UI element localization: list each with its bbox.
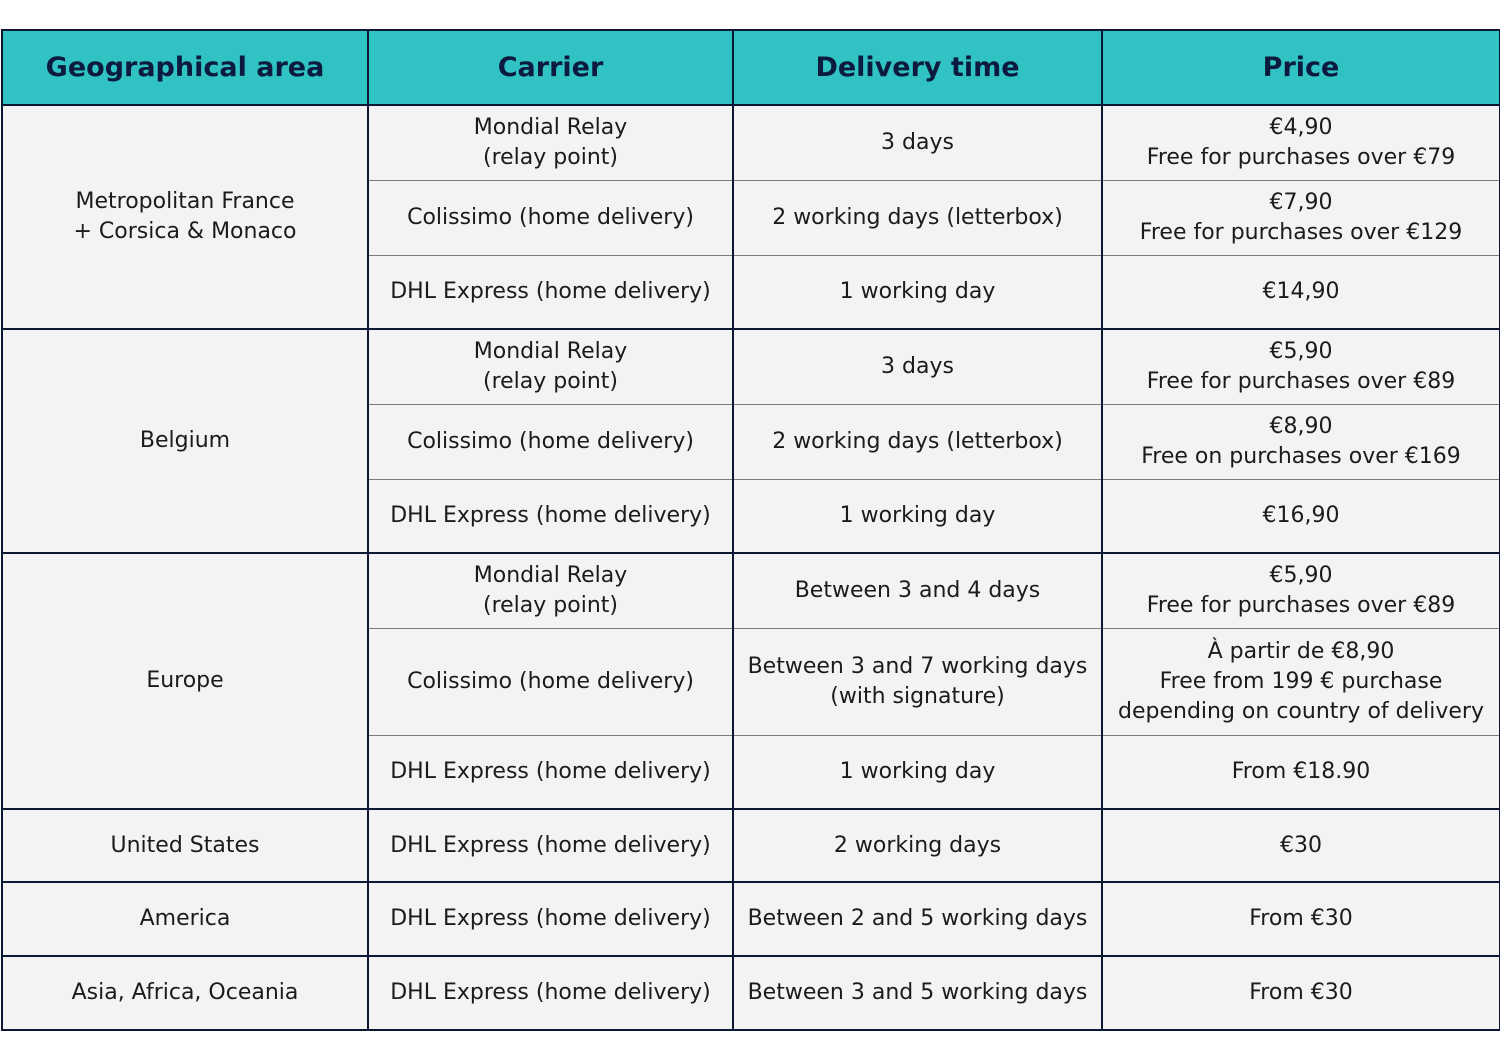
- cell-line: 2 working days: [833, 832, 1002, 858]
- table-body: [2, 105, 1500, 1030]
- cell-line: DHL Express (home delivery): [390, 502, 711, 528]
- cell-carrier: [368, 809, 733, 882]
- cell-line: depending on country of delivery: [1118, 698, 1484, 724]
- cell-line: 1 working day: [839, 758, 996, 784]
- cell-line: From €30: [1249, 980, 1353, 1005]
- cell-price: [1102, 553, 1500, 628]
- cell-carrier: [368, 628, 733, 735]
- shipping-rates-table: [1, 29, 1500, 1031]
- cell-delivery-time: [733, 255, 1102, 329]
- cell-line: Mondial Relay: [473, 562, 628, 588]
- cell-line: DHL Express (home delivery): [390, 758, 711, 784]
- cell-price: [1102, 628, 1500, 735]
- cell-carrier: [368, 329, 733, 404]
- table-header-row: [2, 30, 1500, 105]
- cell-line: 2 working days (letterbox): [772, 428, 1063, 454]
- cell-line: (with signature): [830, 683, 1005, 709]
- cell-line: Between 3 and 7 working days: [747, 653, 1088, 679]
- cell-geographical-area: [2, 329, 368, 553]
- cell-line: 2 working days (letterbox): [772, 204, 1063, 230]
- cell-line: €30: [1280, 832, 1322, 858]
- cell-line: Metropolitan France: [75, 189, 295, 214]
- cell-line: + Corsica & Monaco: [73, 219, 297, 244]
- table-row: [2, 809, 1500, 882]
- header-delivery-time: Delivery time: [733, 30, 1102, 105]
- cell-line: DHL Express (home delivery): [390, 278, 711, 304]
- cell-delivery-time: [733, 479, 1102, 553]
- cell-line: United States: [110, 832, 260, 858]
- cell-line: €5,90: [1269, 562, 1333, 588]
- cell-price: [1102, 180, 1500, 255]
- cell-price: [1102, 255, 1500, 329]
- cell-delivery-time: [733, 735, 1102, 809]
- cell-price: [1102, 479, 1500, 553]
- cell-line: Europe: [146, 668, 224, 693]
- cell-delivery-time: [733, 809, 1102, 882]
- cell-line: €14,90: [1262, 278, 1340, 304]
- cell-line: Free for purchases over €89: [1146, 368, 1456, 394]
- cell-geographical-area: [2, 553, 368, 809]
- cell-line: From €30: [1249, 906, 1353, 931]
- cell-price: [1102, 329, 1500, 404]
- cell-line: 3 days: [881, 353, 954, 379]
- cell-geographical-area: [2, 956, 368, 1030]
- cell-line: Colissimo (home delivery): [407, 428, 694, 454]
- cell-line: From €18.90: [1231, 758, 1371, 784]
- cell-price: [1102, 404, 1500, 479]
- cell-line: Between 2 and 5 working days: [747, 906, 1088, 931]
- cell-line: €7,90: [1269, 189, 1333, 215]
- cell-line: Free for purchases over €129: [1139, 219, 1463, 245]
- header-carrier: Carrier: [368, 30, 733, 105]
- cell-price: [1102, 882, 1500, 956]
- cell-line: 3 days: [881, 129, 954, 155]
- cell-geographical-area: [2, 105, 368, 329]
- cell-price: [1102, 809, 1500, 882]
- cell-line: Free for purchases over €89: [1146, 592, 1456, 618]
- cell-line: Asia, Africa, Oceania: [71, 980, 299, 1005]
- cell-line: Between 3 and 5 working days: [747, 980, 1088, 1005]
- cell-delivery-time: [733, 882, 1102, 956]
- cell-line: (relay point): [483, 144, 618, 170]
- cell-delivery-time: [733, 105, 1102, 180]
- cell-carrier: [368, 255, 733, 329]
- cell-carrier: [368, 180, 733, 255]
- header-geographical-area: Geographical area: [2, 30, 368, 105]
- cell-line: DHL Express (home delivery): [390, 832, 711, 858]
- cell-geographical-area: [2, 809, 368, 882]
- cell-carrier: [368, 553, 733, 628]
- table-row: [2, 882, 1500, 956]
- cell-delivery-time: [733, 180, 1102, 255]
- cell-delivery-time: [733, 956, 1102, 1030]
- cell-line: Free from 199 € purchase: [1159, 668, 1443, 694]
- cell-delivery-time: [733, 553, 1102, 628]
- cell-price: [1102, 105, 1500, 180]
- cell-carrier: [368, 956, 733, 1030]
- cell-delivery-time: [733, 329, 1102, 404]
- cell-line: DHL Express (home delivery): [390, 906, 711, 931]
- cell-line: America: [139, 906, 231, 931]
- cell-line: €4,90: [1269, 114, 1333, 140]
- cell-line: DHL Express (home delivery): [390, 980, 711, 1005]
- table-row: [2, 956, 1500, 1030]
- cell-line: Free on purchases over €169: [1141, 443, 1461, 469]
- table-row: [2, 105, 1500, 180]
- table-row: [2, 329, 1500, 404]
- cell-line: 1 working day: [839, 502, 996, 528]
- header-price: Price: [1102, 30, 1500, 105]
- cell-line: (relay point): [483, 368, 618, 394]
- cell-line: (relay point): [483, 592, 618, 618]
- cell-price: [1102, 956, 1500, 1030]
- cell-carrier: [368, 105, 733, 180]
- cell-delivery-time: [733, 628, 1102, 735]
- cell-line: Colissimo (home delivery): [407, 668, 694, 694]
- cell-carrier: [368, 882, 733, 956]
- cell-geographical-area: [2, 882, 368, 956]
- cell-line: Mondial Relay: [473, 114, 628, 140]
- cell-line: Between 3 and 4 days: [794, 577, 1041, 603]
- cell-line: €8,90: [1269, 413, 1333, 439]
- cell-line: €5,90: [1269, 338, 1333, 364]
- cell-delivery-time: [733, 404, 1102, 479]
- cell-line: Belgium: [139, 428, 231, 453]
- table-row: [2, 553, 1500, 628]
- cell-line: €16,90: [1262, 502, 1340, 528]
- cell-line: Mondial Relay: [473, 338, 628, 364]
- cell-carrier: [368, 479, 733, 553]
- cell-price: [1102, 735, 1500, 809]
- cell-carrier: [368, 404, 733, 479]
- cell-line: Colissimo (home delivery): [407, 204, 694, 230]
- cell-carrier: [368, 735, 733, 809]
- cell-line: À partir de €8,90: [1207, 638, 1395, 664]
- cell-line: Free for purchases over €79: [1146, 144, 1456, 170]
- cell-line: 1 working day: [839, 278, 996, 304]
